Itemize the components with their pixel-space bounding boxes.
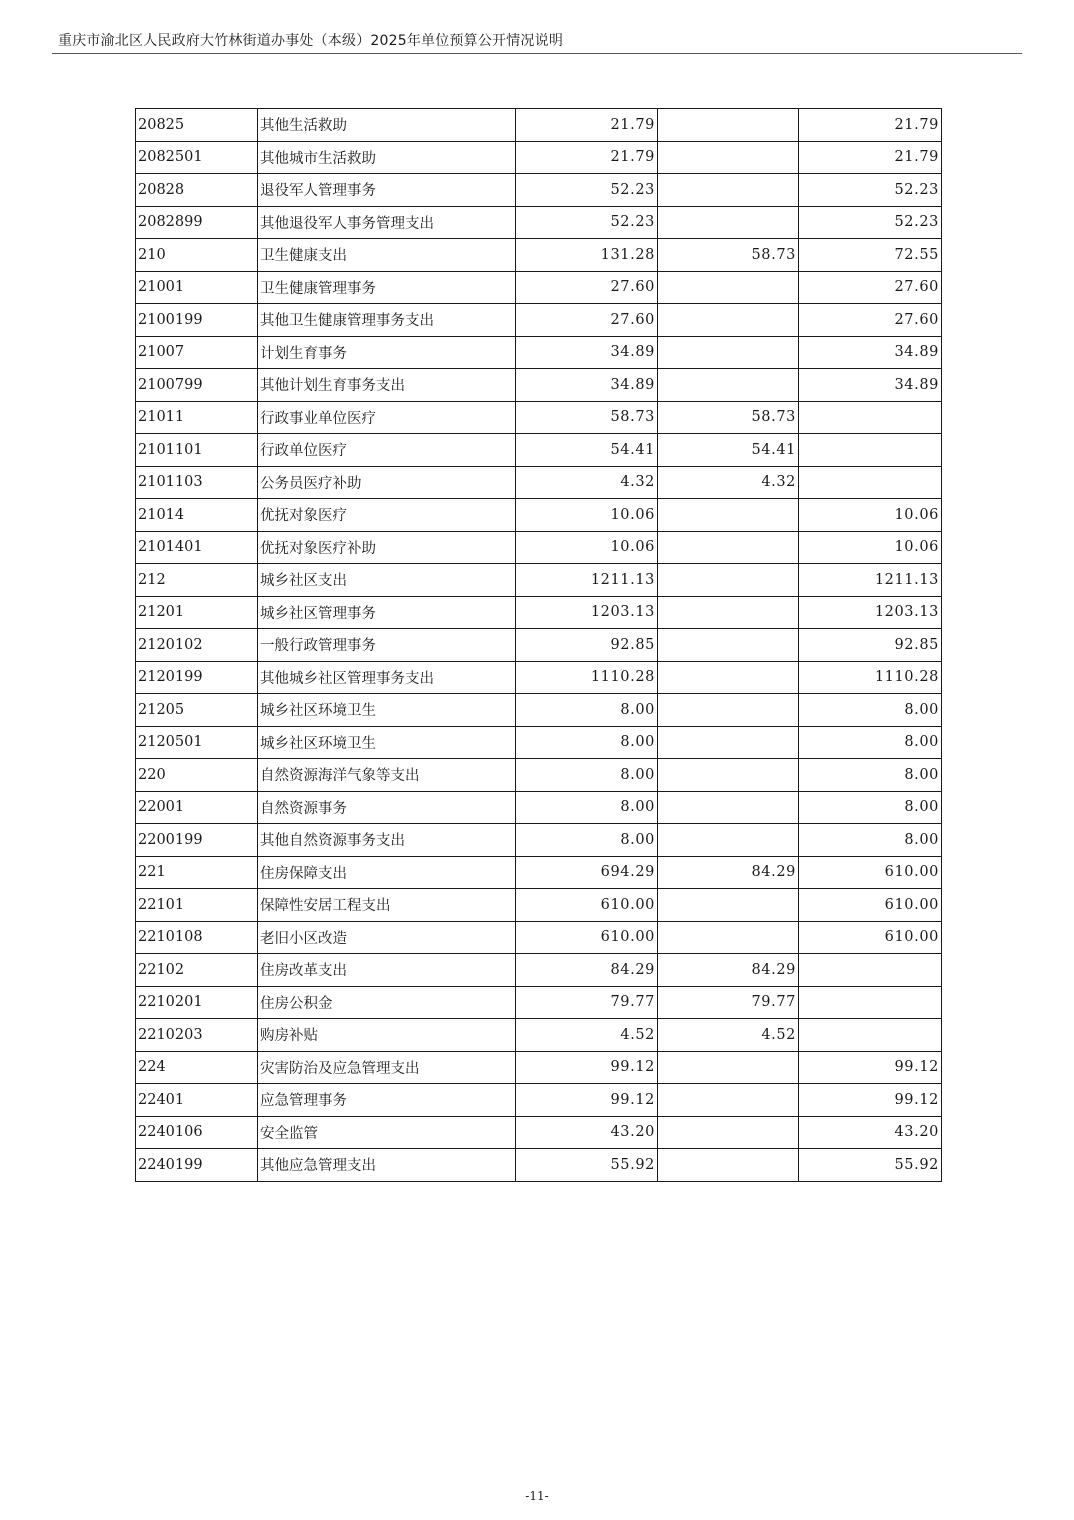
cell-subject-code: 2100799 bbox=[136, 369, 258, 402]
cell-total: 10.06 bbox=[516, 499, 658, 532]
cell-total: 1211.13 bbox=[516, 564, 658, 597]
cell-project-expense: 27.60 bbox=[799, 271, 942, 304]
cell-total: 4.32 bbox=[516, 466, 658, 499]
table-row bbox=[136, 921, 942, 954]
cell-basic-expense bbox=[658, 921, 799, 954]
cell-subject-code: 21011 bbox=[136, 401, 258, 434]
cell-subject-code: 2240199 bbox=[136, 1149, 258, 1182]
cell-subject-name: 应急管理事务 bbox=[258, 1084, 516, 1117]
table-row bbox=[136, 824, 942, 857]
cell-total: 10.06 bbox=[516, 531, 658, 564]
cell-subject-name: 住房改革支出 bbox=[258, 954, 516, 987]
cell-subject-name: 城乡社区环境卫生 bbox=[258, 694, 516, 727]
cell-project-expense: 99.12 bbox=[799, 1051, 942, 1084]
cell-subject-name: 其他应急管理支出 bbox=[258, 1149, 516, 1182]
cell-subject-name: 卫生健康支出 bbox=[258, 239, 516, 272]
cell-basic-expense bbox=[658, 174, 799, 207]
cell-basic-expense bbox=[658, 141, 799, 174]
cell-total: 99.12 bbox=[516, 1084, 658, 1117]
cell-subject-name: 行政单位医疗 bbox=[258, 434, 516, 467]
cell-subject-code: 2120501 bbox=[136, 726, 258, 759]
table-row bbox=[136, 694, 942, 727]
cell-subject-name: 计划生育事务 bbox=[258, 336, 516, 369]
cell-total: 8.00 bbox=[516, 824, 658, 857]
table-row bbox=[136, 856, 942, 889]
cell-total: 99.12 bbox=[516, 1051, 658, 1084]
cell-total: 79.77 bbox=[516, 986, 658, 1019]
cell-subject-name: 安全监管 bbox=[258, 1116, 516, 1149]
cell-total: 610.00 bbox=[516, 921, 658, 954]
cell-basic-expense bbox=[658, 336, 799, 369]
cell-project-expense: 8.00 bbox=[799, 759, 942, 792]
cell-total: 1110.28 bbox=[516, 661, 658, 694]
cell-subject-code: 21007 bbox=[136, 336, 258, 369]
cell-subject-name: 自然资源事务 bbox=[258, 791, 516, 824]
cell-basic-expense bbox=[658, 1149, 799, 1182]
cell-project-expense: 27.60 bbox=[799, 304, 942, 337]
cell-total: 92.85 bbox=[516, 629, 658, 662]
cell-basic-expense bbox=[658, 694, 799, 727]
cell-subject-name: 优抚对象医疗 bbox=[258, 499, 516, 532]
cell-basic-expense bbox=[658, 1051, 799, 1084]
cell-subject-code: 210 bbox=[136, 239, 258, 272]
cell-project-expense: 55.92 bbox=[799, 1149, 942, 1182]
cell-project-expense bbox=[799, 1019, 942, 1052]
cell-project-expense bbox=[799, 986, 942, 1019]
cell-total: 8.00 bbox=[516, 759, 658, 792]
cell-total: 27.60 bbox=[516, 304, 658, 337]
cell-subject-code: 20828 bbox=[136, 174, 258, 207]
cell-basic-expense bbox=[658, 1084, 799, 1117]
cell-basic-expense bbox=[658, 824, 799, 857]
cell-total: 34.89 bbox=[516, 336, 658, 369]
table-row bbox=[136, 239, 942, 272]
cell-project-expense: 34.89 bbox=[799, 369, 942, 402]
cell-subject-code: 2240106 bbox=[136, 1116, 258, 1149]
table-row bbox=[136, 206, 942, 239]
cell-subject-name: 城乡社区管理事务 bbox=[258, 596, 516, 629]
cell-subject-code: 2200199 bbox=[136, 824, 258, 857]
cell-subject-code: 2082501 bbox=[136, 141, 258, 174]
cell-project-expense: 1110.28 bbox=[799, 661, 942, 694]
cell-total: 21.79 bbox=[516, 141, 658, 174]
table-row bbox=[136, 726, 942, 759]
cell-subject-name: 其他城市生活救助 bbox=[258, 141, 516, 174]
cell-subject-code: 2101101 bbox=[136, 434, 258, 467]
cell-total: 34.89 bbox=[516, 369, 658, 402]
cell-subject-code: 2101401 bbox=[136, 531, 258, 564]
cell-project-expense: 610.00 bbox=[799, 856, 942, 889]
cell-total: 610.00 bbox=[516, 889, 658, 922]
table-row bbox=[136, 661, 942, 694]
cell-subject-name: 其他自然资源事务支出 bbox=[258, 824, 516, 857]
cell-project-expense: 1211.13 bbox=[799, 564, 942, 597]
cell-subject-code: 2100199 bbox=[136, 304, 258, 337]
table-row bbox=[136, 499, 942, 532]
table-row bbox=[136, 109, 942, 142]
table-row bbox=[136, 596, 942, 629]
cell-subject-name: 住房公积金 bbox=[258, 986, 516, 1019]
cell-basic-expense bbox=[658, 564, 799, 597]
table-row bbox=[136, 141, 942, 174]
cell-basic-expense bbox=[658, 726, 799, 759]
cell-project-expense bbox=[799, 954, 942, 987]
cell-subject-name: 购房补贴 bbox=[258, 1019, 516, 1052]
budget-table bbox=[135, 108, 942, 1182]
table-row bbox=[136, 759, 942, 792]
cell-basic-expense: 4.52 bbox=[658, 1019, 799, 1052]
cell-subject-name: 其他城乡社区管理事务支出 bbox=[258, 661, 516, 694]
cell-project-expense: 8.00 bbox=[799, 824, 942, 857]
cell-subject-code: 2101103 bbox=[136, 466, 258, 499]
cell-basic-expense bbox=[658, 206, 799, 239]
cell-subject-code: 22001 bbox=[136, 791, 258, 824]
page-number: -11- bbox=[525, 1489, 549, 1503]
table-row bbox=[136, 1149, 942, 1182]
cell-project-expense: 72.55 bbox=[799, 239, 942, 272]
table-row bbox=[136, 986, 942, 1019]
cell-subject-name: 住房保障支出 bbox=[258, 856, 516, 889]
cell-project-expense: 10.06 bbox=[799, 531, 942, 564]
page-header-title: 重庆市渝北区人民政府大竹林街道办事处（本级）2025年单位预算公开情况说明 bbox=[58, 33, 564, 49]
cell-total: 694.29 bbox=[516, 856, 658, 889]
cell-basic-expense bbox=[658, 596, 799, 629]
cell-subject-name: 其他卫生健康管理事务支出 bbox=[258, 304, 516, 337]
cell-subject-code: 21201 bbox=[136, 596, 258, 629]
cell-basic-expense: 84.29 bbox=[658, 856, 799, 889]
cell-subject-name: 行政事业单位医疗 bbox=[258, 401, 516, 434]
cell-project-expense: 21.79 bbox=[799, 141, 942, 174]
cell-project-expense bbox=[799, 434, 942, 467]
table-row bbox=[136, 954, 942, 987]
cell-subject-code: 21205 bbox=[136, 694, 258, 727]
cell-total: 1203.13 bbox=[516, 596, 658, 629]
cell-basic-expense: 79.77 bbox=[658, 986, 799, 1019]
cell-basic-expense: 84.29 bbox=[658, 954, 799, 987]
cell-basic-expense bbox=[658, 271, 799, 304]
cell-basic-expense bbox=[658, 889, 799, 922]
cell-subject-name: 退役军人管理事务 bbox=[258, 174, 516, 207]
cell-subject-name: 公务员医疗补助 bbox=[258, 466, 516, 499]
table-row bbox=[136, 629, 942, 662]
cell-subject-name: 自然资源海洋气象等支出 bbox=[258, 759, 516, 792]
cell-subject-name: 其他退役军人事务管理支出 bbox=[258, 206, 516, 239]
cell-subject-code: 220 bbox=[136, 759, 258, 792]
cell-project-expense: 8.00 bbox=[799, 791, 942, 824]
cell-basic-expense bbox=[658, 369, 799, 402]
cell-subject-code: 2120199 bbox=[136, 661, 258, 694]
cell-basic-expense: 54.41 bbox=[658, 434, 799, 467]
cell-subject-code: 224 bbox=[136, 1051, 258, 1084]
cell-subject-code: 21014 bbox=[136, 499, 258, 532]
cell-basic-expense bbox=[658, 791, 799, 824]
cell-project-expense: 8.00 bbox=[799, 694, 942, 727]
cell-subject-code: 2210201 bbox=[136, 986, 258, 1019]
cell-subject-code: 2082899 bbox=[136, 206, 258, 239]
cell-basic-expense bbox=[658, 304, 799, 337]
table-row bbox=[136, 791, 942, 824]
cell-basic-expense: 58.73 bbox=[658, 239, 799, 272]
cell-total: 58.73 bbox=[516, 401, 658, 434]
table-row bbox=[136, 466, 942, 499]
cell-project-expense: 10.06 bbox=[799, 499, 942, 532]
cell-subject-code: 2210203 bbox=[136, 1019, 258, 1052]
cell-subject-name: 优抚对象医疗补助 bbox=[258, 531, 516, 564]
cell-project-expense: 610.00 bbox=[799, 889, 942, 922]
cell-project-expense: 8.00 bbox=[799, 726, 942, 759]
cell-project-expense bbox=[799, 466, 942, 499]
table-row bbox=[136, 889, 942, 922]
cell-total: 8.00 bbox=[516, 694, 658, 727]
table-row bbox=[136, 369, 942, 402]
cell-basic-expense bbox=[658, 499, 799, 532]
cell-subject-code: 221 bbox=[136, 856, 258, 889]
cell-subject-name: 保障性安居工程支出 bbox=[258, 889, 516, 922]
table-row bbox=[136, 304, 942, 337]
cell-total: 131.28 bbox=[516, 239, 658, 272]
cell-project-expense bbox=[799, 401, 942, 434]
cell-subject-code: 20825 bbox=[136, 109, 258, 142]
table-row bbox=[136, 1019, 942, 1052]
table-row bbox=[136, 434, 942, 467]
cell-project-expense: 1203.13 bbox=[799, 596, 942, 629]
table-row bbox=[136, 271, 942, 304]
cell-subject-code: 21001 bbox=[136, 271, 258, 304]
table-row bbox=[136, 1084, 942, 1117]
table-row bbox=[136, 1116, 942, 1149]
cell-project-expense: 99.12 bbox=[799, 1084, 942, 1117]
cell-subject-code: 22101 bbox=[136, 889, 258, 922]
cell-basic-expense bbox=[658, 759, 799, 792]
cell-subject-name: 老旧小区改造 bbox=[258, 921, 516, 954]
cell-basic-expense bbox=[658, 629, 799, 662]
cell-basic-expense bbox=[658, 531, 799, 564]
table-row bbox=[136, 174, 942, 207]
cell-basic-expense: 4.32 bbox=[658, 466, 799, 499]
cell-subject-name: 城乡社区环境卫生 bbox=[258, 726, 516, 759]
table-row bbox=[136, 401, 942, 434]
cell-subject-code: 2120102 bbox=[136, 629, 258, 662]
cell-basic-expense: 58.73 bbox=[658, 401, 799, 434]
cell-basic-expense bbox=[658, 1116, 799, 1149]
cell-basic-expense bbox=[658, 661, 799, 694]
cell-subject-name: 其他生活救助 bbox=[258, 109, 516, 142]
cell-subject-name: 灾害防治及应急管理支出 bbox=[258, 1051, 516, 1084]
cell-subject-name: 卫生健康管理事务 bbox=[258, 271, 516, 304]
cell-total: 55.92 bbox=[516, 1149, 658, 1182]
cell-total: 52.23 bbox=[516, 206, 658, 239]
cell-basic-expense bbox=[658, 109, 799, 142]
cell-total: 27.60 bbox=[516, 271, 658, 304]
cell-total: 21.79 bbox=[516, 109, 658, 142]
cell-subject-name: 其他计划生育事务支出 bbox=[258, 369, 516, 402]
header-divider bbox=[52, 53, 1022, 54]
cell-total: 4.52 bbox=[516, 1019, 658, 1052]
cell-project-expense: 52.23 bbox=[799, 206, 942, 239]
cell-subject-code: 212 bbox=[136, 564, 258, 597]
cell-subject-code: 2210108 bbox=[136, 921, 258, 954]
cell-project-expense: 610.00 bbox=[799, 921, 942, 954]
table-row bbox=[136, 1051, 942, 1084]
cell-subject-code: 22102 bbox=[136, 954, 258, 987]
cell-subject-name: 一般行政管理事务 bbox=[258, 629, 516, 662]
table-row bbox=[136, 531, 942, 564]
cell-total: 54.41 bbox=[516, 434, 658, 467]
budget-table-body bbox=[136, 109, 942, 1182]
cell-subject-name: 城乡社区支出 bbox=[258, 564, 516, 597]
cell-project-expense: 92.85 bbox=[799, 629, 942, 662]
table-row bbox=[136, 336, 942, 369]
table-row bbox=[136, 564, 942, 597]
cell-project-expense: 43.20 bbox=[799, 1116, 942, 1149]
cell-total: 84.29 bbox=[516, 954, 658, 987]
cell-project-expense: 21.79 bbox=[799, 109, 942, 142]
cell-total: 52.23 bbox=[516, 174, 658, 207]
cell-project-expense: 34.89 bbox=[799, 336, 942, 369]
cell-total: 8.00 bbox=[516, 791, 658, 824]
cell-total: 43.20 bbox=[516, 1116, 658, 1149]
cell-project-expense: 52.23 bbox=[799, 174, 942, 207]
cell-subject-code: 22401 bbox=[136, 1084, 258, 1117]
cell-total: 8.00 bbox=[516, 726, 658, 759]
